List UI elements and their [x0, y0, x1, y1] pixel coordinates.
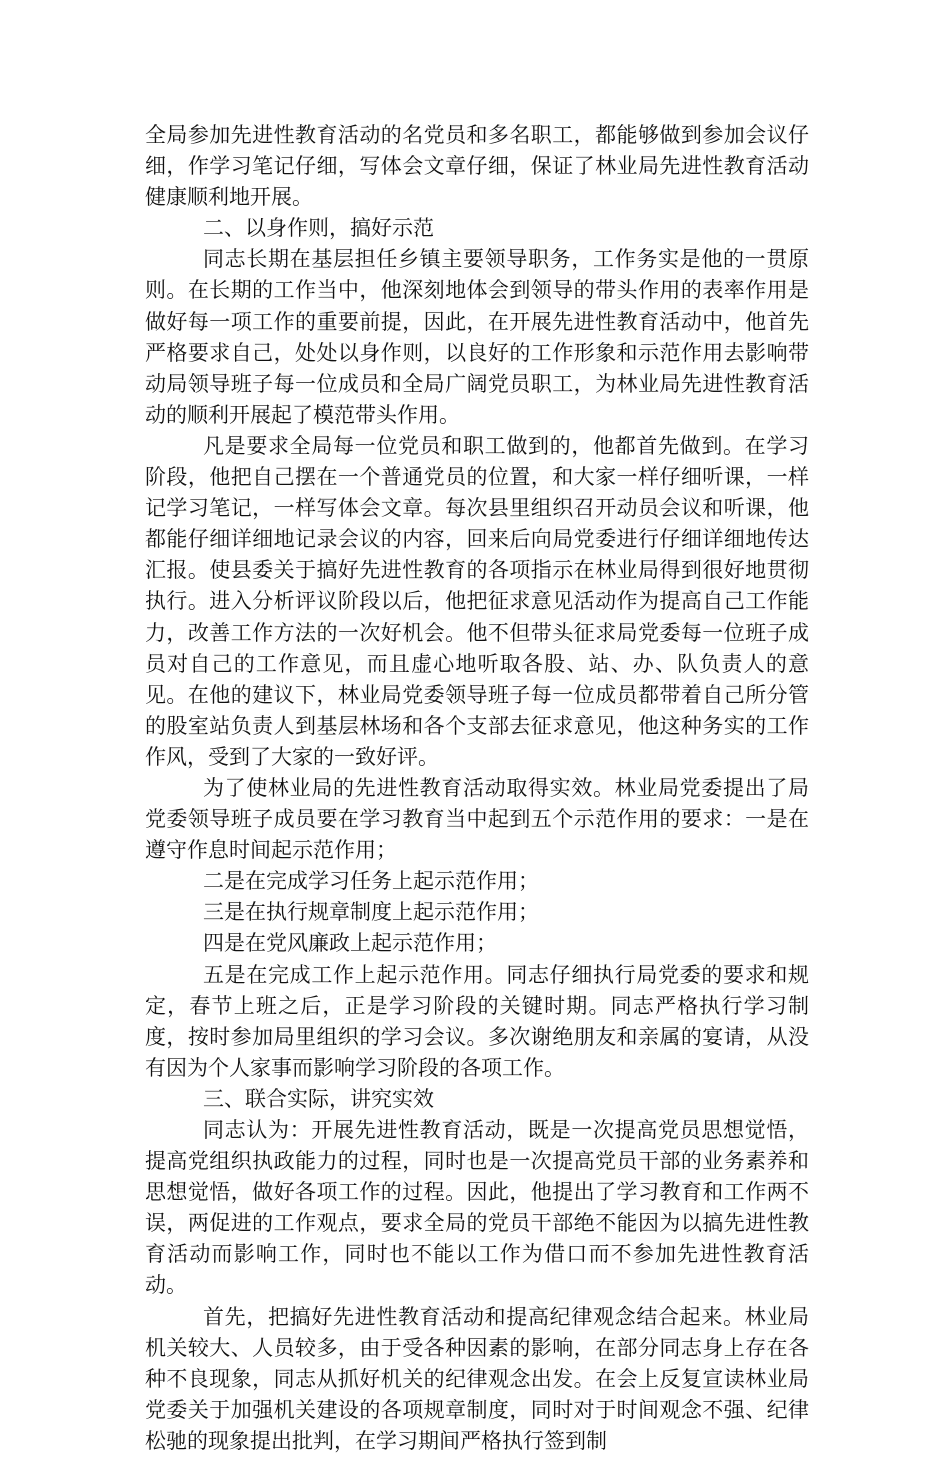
- list-item: 二是在完成学习任务上起示范作用；: [203, 869, 539, 894]
- section-heading: 三、联合实际，讲究实效: [203, 1086, 434, 1111]
- paragraph: 全局参加先进性教育活动的名党员和多名职工，都能够做到参加会议仔细，作学习笔记仔细，写体会文章仔细，保证了林业局先进性教育活动健康顺利地开展。: [145, 123, 809, 210]
- document-body: [145, 120, 809, 1457]
- paragraph: 五是在完成工作上起示范作用。同志仔细执行局党委的要求和规定，春节上班之后，正是学习阶段的关键时期。同志严格执行学习制度，按时参加局里组织的学习会议。多次谢绝朋友和亲属的宴请，从没有因为个人家事而影响学习阶段的各项工作。: [145, 962, 809, 1080]
- paragraph: 同志长期在基层担任乡镇主要领导职务，工作务实是他的一贯原则。在长期的工作当中，他深刻地体会到领导的带头作用的表率作用是做好每一项工作的重要前提，因此，在开展先进性教育活动中，他首先严格要求自己，处处以身作则，以良好的工作形象和示范作用去影响带动局领导班子每一位成员和全局广阔党员职工，为林业局先进性教育活动的顺利开展起了模范带头作用。: [145, 247, 809, 427]
- paragraph: 首先，把搞好先进性教育活动和提高纪律观念结合起来。林业局机关较大、人员较多，由于受各种因素的影响，在部分同志身上存在各种不良现象，同志从抓好机关的纪律观念出发。在会上反复宣读林业局党委关于加强机关建设的各项规章制度，同时对于时间观念不强、纪律松驰的现象提出批判，在学习期间严格执行签到制: [145, 1304, 809, 1453]
- list-item: 三是在执行规章制度上起示范作用；: [203, 900, 539, 925]
- paragraph: 为了使林业局的先进性教育活动取得实效。林业局党委提出了局党委领导班子成员要在学习教育当中起到五个示范作用的要求：一是在遵守作息时间起示范作用；: [145, 775, 809, 863]
- paragraph: 凡是要求全局每一位党员和职工做到的，他都首先做到。在学习阶段，他把自己摆在一个普通党员的位置，和大家一样仔细听课，一样记学习笔记，一样写体会文章。每次县里组织召开动员会议和听课，他都能仔细详细地记录会议的内容，回来后向局党委进行仔细详细地传达汇报。使县委关于搞好先进性教育的各项指示在林业局得到很好地贯彻执行。进入分析评议阶段以后，他把征求意见活动作为提高自己工作能力，改善工作方法的一次好机会。他不但带头征求局党委每一位班子成员对自己的工作意见，而且虚心地听取各股、站、办、队负责人的意见。在他的建议下，林业局党委领导班子每一位成员都带着自己所分管的股室站负责人到基层林场和各个支部去征求意见，他这种务实的工作作风，受到了大家的一致好评。: [145, 433, 809, 769]
- paragraph: 同志认为：开展先进性教育活动，既是一次提高党员思想觉悟，提高党组织执政能力的过程，同时也是一次提高党员干部的业务素养和思想觉悟，做好各项工作的过程。因此，他提出了学习教育和工作两不误，两促进的工作观点，要求全局的党员干部绝不能因为以搞先进性教育活动而影响工作，同时也不能以工作为借口而不参加先进性教育活动。: [145, 1118, 809, 1298]
- section-heading: 二、以身作则，搞好示范: [203, 216, 434, 241]
- list-item: 四是在党风廉政上起示范作用；: [203, 931, 497, 956]
